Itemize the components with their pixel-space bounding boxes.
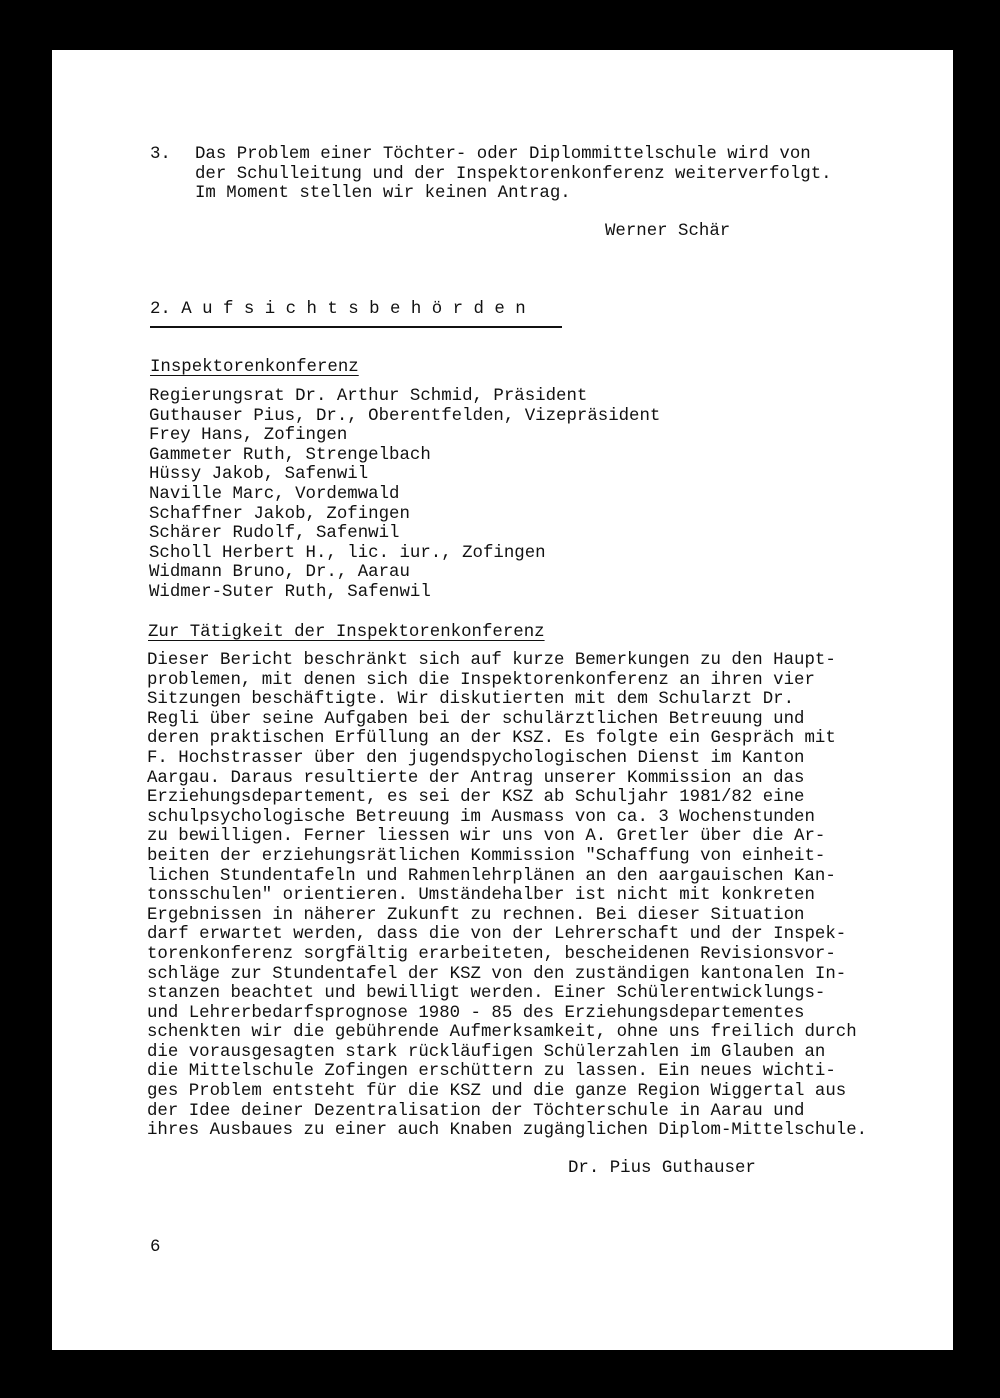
section-heading: 2. A u f s i c h t s b e h ö r d e n (150, 300, 526, 319)
list-item: Widmer-Suter Ruth, Safenwil (149, 582, 431, 602)
list-item: Scholl Herbert H., lic. iur., Zofingen (149, 543, 546, 563)
text-line: problemen, mit denen sich die Inspektorenkonferenz an ihren vier (147, 670, 815, 690)
signature-guthauser: Dr. Pius Guthauser (568, 1159, 756, 1178)
text-line: Regli über seine Aufgaben bei der schulärztlichen Betreuung und (147, 709, 805, 729)
text-line: zu bewilligen. Ferner liessen wir uns von A. Gretler über die Ar- (147, 827, 826, 847)
list-item: Naville Marc, Vordemwald (149, 484, 400, 504)
section3-text (195, 145, 832, 204)
text-line: schenkten wir die gebührende Aufmerksamkeit, ohne uns freilich durch (147, 1023, 857, 1043)
text-line: der Idee deiner Dezentralisation der Töchterschule in Aarau und (147, 1101, 805, 1121)
heading-underline (150, 326, 562, 328)
list-item: Regierungsrat Dr. Arthur Schmid, Präsident (149, 387, 588, 406)
list-item: Hüssy Jakob, Safenwil (149, 465, 369, 485)
list-item: Widmann Bruno, Dr., Aarau (149, 563, 410, 583)
activity-title: Zur Tätigkeit der Inspektorenkonferenz (148, 623, 545, 642)
text-line: darf erwartet werden, dass die von der Lehrerschaft und der Inspek- (147, 925, 847, 945)
text-line: tonsschulen" orientieren. Umständehalber ist nicht mit konkreten (147, 886, 815, 906)
page-number: 6 (150, 1238, 161, 1257)
activity-text (147, 651, 867, 1141)
section-number: 3. (150, 145, 171, 164)
text-line: Aargau. Daraus resultierte der Antrag unserer Kommission an das (147, 768, 805, 788)
text-line: Dieser Bericht beschränkt sich auf kurze Bemerkungen zu den Haupt- (147, 651, 836, 670)
document-page (52, 50, 953, 1350)
list-item: Frey Hans, Zofingen (149, 426, 348, 446)
text-line: Sitzungen beschäftigte. Wir diskutierten mit dem Schularzt Dr. (147, 690, 795, 710)
members-list (149, 387, 660, 603)
list-item: Schärer Rudolf, Safenwil (149, 524, 400, 544)
text-line: die Mittelschule Zofingen erschüttern zu lassen. Ein neues wichti- (147, 1062, 836, 1082)
text-line: schläge zur Stundentafel der KSZ von den zuständigen kantonalen In- (147, 964, 847, 984)
text-line: deren praktischen Erfüllung an der KSZ. Es folgte ein Gespräch mit (147, 729, 836, 749)
text-line: ges Problem entsteht für die KSZ und die ganze Region Wiggertal aus (147, 1082, 847, 1102)
text-line: Erziehungsdepartement, es sei der KSZ ab Schuljahr 1981/82 eine (147, 788, 805, 808)
members-title: Inspektorenkonferenz (150, 358, 359, 377)
text-line: Das Problem einer Töchter- oder Diplommittelschule wird von (195, 145, 811, 164)
text-line: der Schulleitung und der Inspektorenkonferenz weiterverfolgt. (195, 164, 832, 184)
text-line: und Lehrerbedarfsprognose 1980 - 85 des Erziehungsdepartementes (147, 1003, 805, 1023)
text-line: ihres Ausbaues zu einer auch Knaben zugänglichen Diplom-Mittelschule. (147, 1121, 868, 1141)
list-item: Schaffner Jakob, Zofingen (149, 504, 410, 524)
text-line: F. Hochstrasser über den jugendspychologischen Dienst im Kanton (147, 748, 805, 768)
text-line: stanzen beachtet und bewilligt werden. Einer Schülerentwicklungs- (147, 984, 826, 1004)
text-line: torenkonferenz sorgfältig erarbeiteten, bescheidenen Revisionsvor- (147, 944, 836, 964)
text-line: Ergebnissen in näherer Zukunft zu rechnen. Bei dieser Situation (147, 905, 805, 925)
text-line: die vorausgesagten stark rückläufigen Schülerzahlen im Glauben an (147, 1042, 826, 1062)
text-line: beiten der erziehungsrätlichen Kommission "Schaffung von einheit- (147, 846, 826, 866)
text-line: schulpsychologische Betreuung im Ausmass von ca. 3 Wochenstunden (147, 807, 815, 827)
text-line: lichen Stundentafeln und Rahmenlehrplänen an den aargauischen Kan- (147, 866, 836, 886)
list-item: Guthauser Pius, Dr., Oberentfelden, Vizepräsident (149, 406, 661, 426)
list-item: Gammeter Ruth, Strengelbach (149, 445, 431, 465)
text-line: Im Moment stellen wir keinen Antrag. (195, 184, 571, 204)
signature-schaer: Werner Schär (605, 222, 731, 241)
